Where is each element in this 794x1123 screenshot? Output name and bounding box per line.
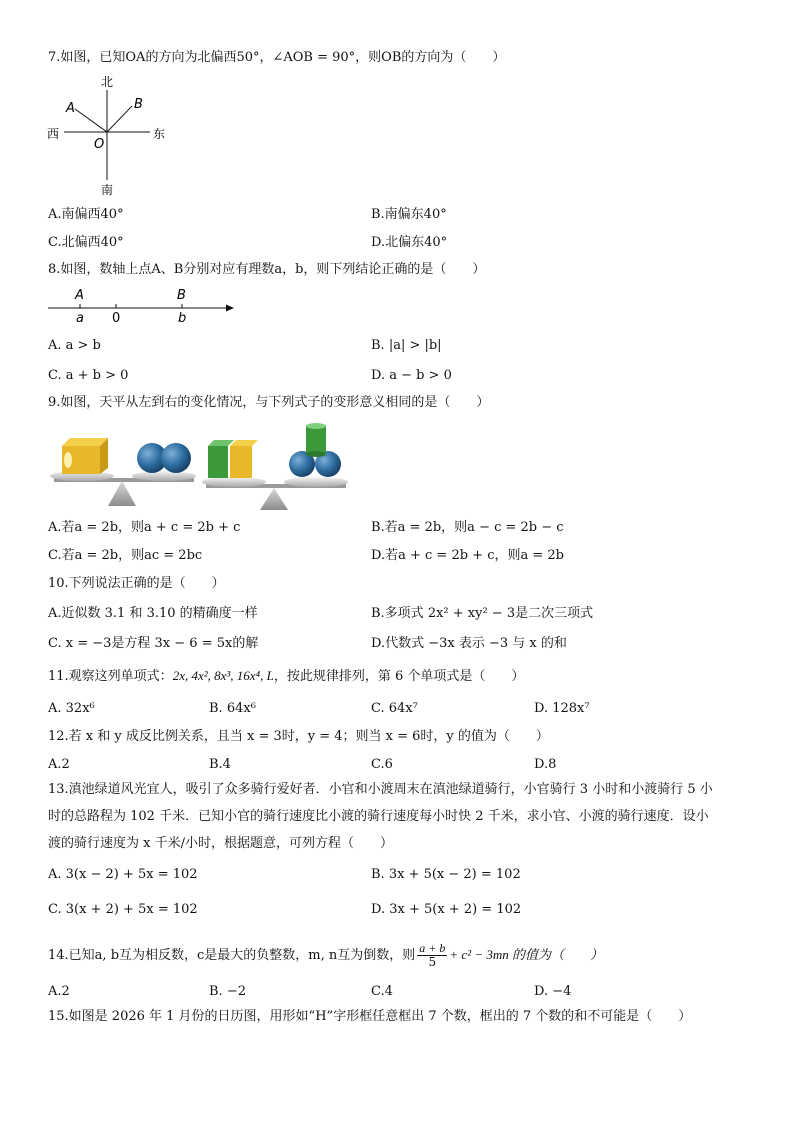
scale2-left-pan <box>202 477 266 487</box>
compass-south-label: 南 <box>101 183 114 197</box>
q11-stem <box>48 667 524 686</box>
scale2-right-pan <box>284 477 348 487</box>
q9-option-c: C.若a = 2b，则ac = 2bc <box>48 548 203 563</box>
q15-stem: 15.如图是 2026 年 1 月份的日历图，用形如“H”字形框任意框出 7 个数，框出的 7 个数的和不可能是（ ） <box>48 1009 692 1024</box>
numberline-point-b: B <box>177 288 186 303</box>
q14-option-c: C.4 <box>371 984 393 999</box>
q10-option-b: B.多项式 2x² + xy² − 3是二次三项式 <box>371 606 594 621</box>
q7-option-c: C.北偏西40° <box>48 235 124 250</box>
q11-stem-post: ，按此规律排列，第 6 个单项式是（ ） <box>273 669 525 684</box>
q12-stem: 12.若 x 和 y 成反比例关系，且当 x = 3时，y = 4；则当 x = 6时，y 的值为（ ） <box>48 729 549 744</box>
compass-origin-o: O <box>94 137 105 152</box>
q10-option-c: C. x = −3是方程 3x − 6 = 5x的解 <box>48 636 259 651</box>
q10-option-a: A.近似数 3.1 和 3.10 的精确度一样 <box>48 606 258 621</box>
q9-option-d: D.若a + c = 2b + c，则a = 2b <box>371 548 564 563</box>
q12-option-a: A.2 <box>48 757 70 772</box>
q11-stem-pre: 11.观察这列单项式： <box>48 669 173 684</box>
numberline-point-a: A <box>75 288 84 303</box>
q8-option-b: B. |a| > |b| <box>371 338 442 353</box>
balance-scale-figure <box>44 418 350 514</box>
q9-option-a: A.若a = 2b，则a + c = 2b + c <box>48 520 241 535</box>
scale1-blue-ball-2 <box>161 443 191 473</box>
scale1-right-pan <box>132 471 196 481</box>
q14-option-a: A.2 <box>48 984 70 999</box>
q13-option-d: D. 3x + 5(x + 2) = 102 <box>371 902 522 917</box>
q8-option-c: C. a + b > 0 <box>48 368 129 383</box>
scale2-base <box>260 488 288 510</box>
q14-stem-pre: 14.已知a, b互为相反数，c是最大的负整数，m, n互为倒数，则 <box>48 948 416 963</box>
compass-west-label: 西 <box>47 127 60 141</box>
numberline-label-a: a <box>76 311 84 326</box>
q11-option-b: B. 64x⁶ <box>209 701 256 716</box>
q11-sequence: 2x, 4x², 8x³, 16x⁴, L <box>172 668 274 683</box>
numberline-zero: 0 <box>112 311 121 326</box>
q13-option-a: A. 3(x − 2) + 5x = 102 <box>48 867 198 882</box>
q13-stem-line-2: 时的总路程为 102 千米．已知小官的骑行速度比小渡的骑行速度每小时快 2 千米，求小官、小渡的骑行速度．设小 <box>48 809 709 824</box>
q14-stem <box>48 942 603 969</box>
scale1-base <box>108 481 136 506</box>
q12-option-d: D.8 <box>534 757 557 772</box>
q7-option-a: A.南偏西40° <box>48 207 124 222</box>
q14-fraction <box>417 942 447 969</box>
q7-option-d: D.北偏东40° <box>371 235 448 250</box>
q11-option-c: C. 64x⁷ <box>371 701 418 716</box>
q12-option-b: B.4 <box>209 757 231 772</box>
q8-option-a: A. a > b <box>48 338 101 353</box>
compass-north-label: 北 <box>101 75 114 89</box>
q10-stem: 10.下列说法正确的是（ ） <box>48 576 225 591</box>
q9-option-b: B.若a = 2b，则a − c = 2b − c <box>371 520 564 535</box>
q8-stem: 8.如图，数轴上点A、B分别对应有理数a，b，则下列结论正确的是（ ） <box>48 262 486 277</box>
q12-option-c: C.6 <box>371 757 393 772</box>
q13-stem-line-1: 13.滇池绿道风光宜人，吸引了众多骑行爱好者．小官和小渡周末在滇池绿道骑行，小官骑行 3 小时和小渡骑行 5 小 <box>48 782 713 797</box>
q9-stem: 9.如图，天平从左到右的变化情况，与下列式子的变形意义相同的是（ ） <box>48 395 490 410</box>
scale2-green-cylinder <box>306 426 326 454</box>
q14-option-d: D. −4 <box>534 984 572 999</box>
q14-fraction-denominator: 5 <box>428 955 437 969</box>
q13-option-c: C. 3(x + 2) + 5x = 102 <box>48 902 198 917</box>
compass-east-label: 东 <box>153 127 166 141</box>
q14-option-b: B. −2 <box>209 984 246 999</box>
q11-option-a: A. 32x⁶ <box>48 701 95 716</box>
compass-point-b: B <box>134 97 143 112</box>
numberline-label-b: b <box>178 311 187 326</box>
scale2-green-block <box>208 446 228 478</box>
q14-fraction-numerator: a + b <box>419 941 446 955</box>
compass-point-a: A <box>66 101 75 116</box>
q8-option-d: D. a − b > 0 <box>371 368 452 383</box>
compass-figure <box>44 72 174 198</box>
q13-option-b: B. 3x + 5(x − 2) = 102 <box>371 867 521 882</box>
scale2-yellow-block <box>230 446 252 478</box>
q10-option-d: D.代数式 −3x 表示 −3 与 x 的和 <box>371 636 567 651</box>
number-line-figure <box>44 284 244 328</box>
q11-option-d: D. 128x⁷ <box>534 701 590 716</box>
q13-stem-line-3: 渡的骑行速度为 x 千米/小时，根据题意，可列方程（ ） <box>48 836 393 851</box>
q14-stem-post: + c² − 3mn 的值为（ ） <box>449 947 603 962</box>
q7-option-b: B.南偏东40° <box>371 207 447 222</box>
q7-stem: 7.如图，已知OA的方向为北偏西50°，∠AOB = 90°，则OB的方向为（ ） <box>48 50 506 65</box>
